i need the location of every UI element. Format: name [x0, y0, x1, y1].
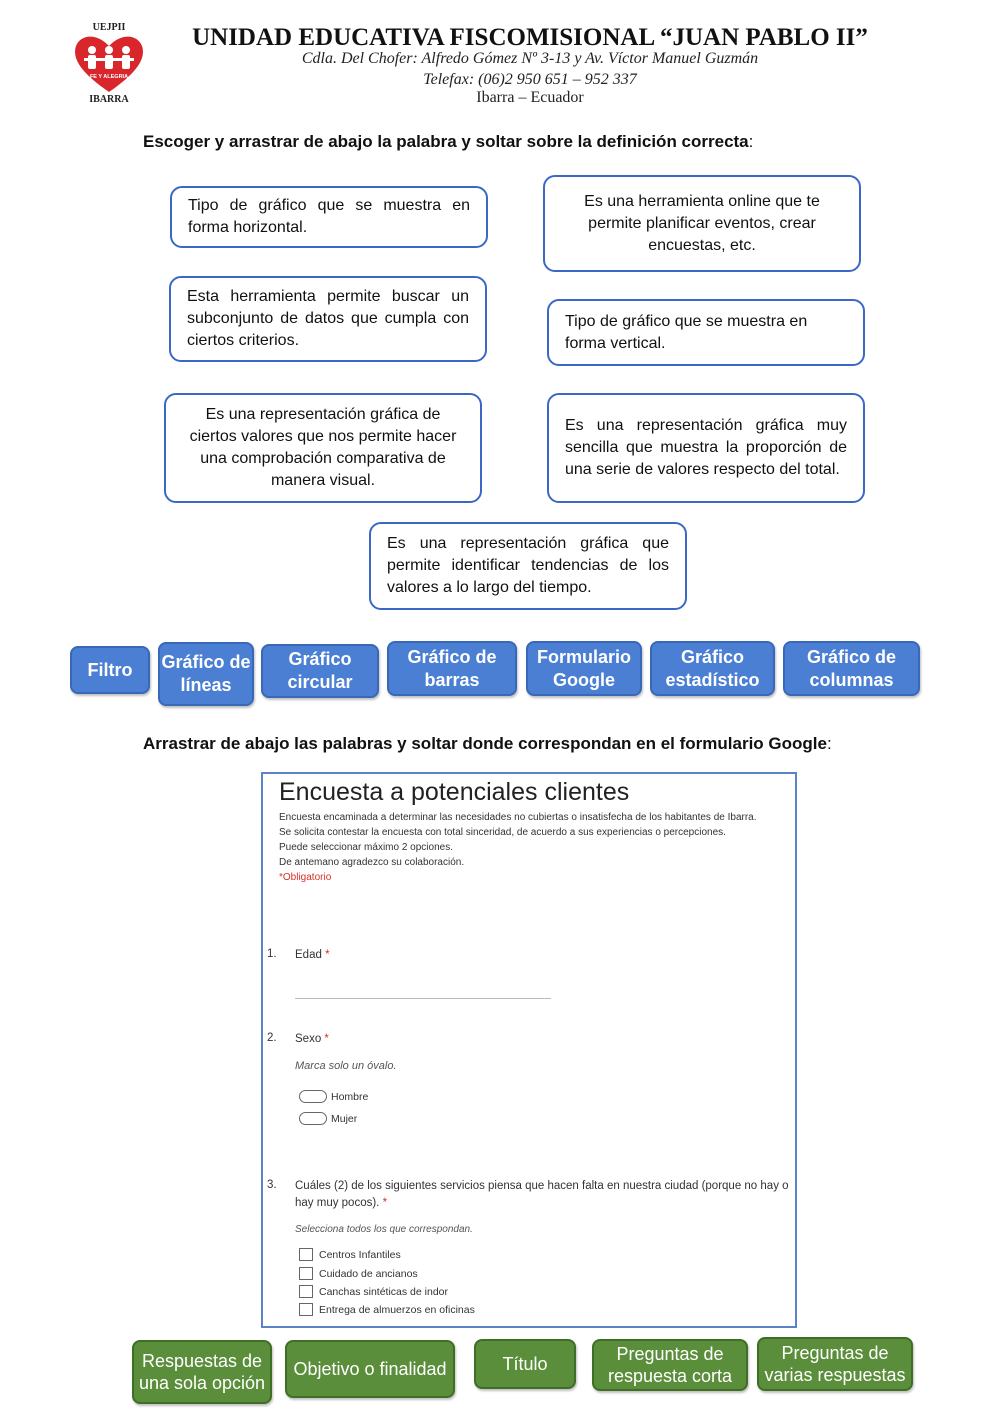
q2-number: 2.: [267, 1032, 277, 1044]
google-form-screenshot: [261, 772, 797, 1328]
logo-text-bottom: IBARRA: [89, 94, 129, 105]
definition-box[interactable]: Esta herramienta permite buscar un subconjunto de datos que cumpla con ciertos criterios.: [169, 276, 487, 362]
checkbox-icon: [299, 1248, 313, 1261]
word-grafico-de-columnas[interactable]: Gráfico de columnas: [783, 641, 920, 696]
word-titulo[interactable]: Título: [474, 1339, 576, 1389]
q3-hint: Selecciona todos los que correspondan.: [295, 1224, 473, 1235]
checkbox-option[interactable]: Cuidado de ancianos: [299, 1267, 418, 1280]
logo-text-mid: FE Y ALEGRIA: [89, 74, 129, 80]
checkbox-icon: [299, 1285, 313, 1298]
word-grafico-estadistico[interactable]: Gráfico estadístico: [650, 641, 775, 696]
school-title: UNIDAD EDUCATIVA FISCOMISIONAL “JUAN PABLO II”: [192, 24, 868, 51]
word-grafico-circular[interactable]: Gráfico circular: [261, 644, 379, 698]
q1-answer-line[interactable]: [295, 998, 551, 999]
children-icon: [84, 46, 134, 69]
form-title[interactable]: Encuesta a potenciales clientes: [279, 778, 630, 806]
word-grafico-de-lineas[interactable]: Gráfico de líneas: [158, 642, 254, 706]
word-preguntas-varias-respuestas[interactable]: Preguntas de varias respuestas: [757, 1337, 913, 1391]
oval-icon: [299, 1090, 327, 1103]
checkbox-option[interactable]: Entrega de almuerzos en oficinas: [299, 1303, 475, 1316]
word-preguntas-respuesta-corta[interactable]: Preguntas de respuesta corta: [592, 1339, 748, 1391]
word-formulario-google[interactable]: Formulario Google: [526, 641, 642, 696]
q1-number: 1.: [267, 948, 277, 960]
instruction-1: Escoger y arrastrar de abajo la palabra y soltar sobre la definición correcta:: [143, 132, 754, 151]
definition-box[interactable]: Es una representación gráfica de ciertos valores que nos permite hacer una comprobación comparativa de manera visual.: [164, 393, 482, 503]
word-filtro[interactable]: Filtro: [70, 646, 150, 694]
school-city: Ibarra – Ecuador: [476, 89, 584, 106]
checkbox-option[interactable]: Canchas sintéticas de indor: [299, 1285, 448, 1298]
definition-box[interactable]: Tipo de gráfico que se muestra en forma vertical.: [547, 299, 865, 366]
word-objetivo-finalidad[interactable]: Objetivo o finalidad: [285, 1340, 455, 1398]
logo-text-top: UEJPII: [92, 22, 126, 33]
school-phone: Telefax: (06)2 950 651 – 952 337: [423, 71, 637, 88]
oval-icon: [299, 1112, 327, 1125]
checkbox-icon: [299, 1303, 313, 1316]
instruction-2: Arrastrar de abajo las palabras y soltar donde correspondan en el formulario Google:: [143, 734, 832, 753]
q2-label[interactable]: Sexo *: [295, 1033, 329, 1045]
checkbox-option[interactable]: Centros Infantiles: [299, 1248, 401, 1261]
school-logo: [70, 20, 148, 106]
q3-label[interactable]: Cuáles (2) de los siguientes servicios piensa que hacen falta en nuestra ciudad (porque no hay o hay muy pocos). *: [295, 1180, 789, 1209]
q3-number: 3.: [267, 1179, 277, 1191]
definition-box[interactable]: Tipo de gráfico que se muestra en forma horizontal.: [170, 186, 488, 248]
definition-box[interactable]: Es una representación gráfica muy sencilla que muestra la proporción de una serie de valores respecto del total.: [547, 393, 865, 503]
definition-box[interactable]: Es una representación gráfica que permite identificar tendencias de los valores a lo largo del tiempo.: [369, 522, 687, 610]
radio-option[interactable]: Hombre: [299, 1090, 368, 1103]
definition-box[interactable]: Es una herramienta online que te permite planificar eventos, crear encuestas, etc.: [543, 175, 861, 272]
q1-label[interactable]: Edad *: [295, 949, 330, 961]
q2-hint: Marca solo un óvalo.: [295, 1060, 397, 1072]
radio-option[interactable]: Mujer: [299, 1112, 357, 1125]
word-grafico-de-barras[interactable]: Gráfico de barras: [387, 641, 517, 696]
checkbox-icon: [299, 1267, 313, 1280]
required-note: *Obligatorio: [279, 872, 332, 883]
school-address: Cdla. Del Chofer: Alfredo Gómez Nº 3-13 y Av. Víctor Manuel Guzmán: [301, 50, 759, 67]
form-description[interactable]: Encuesta encaminada a determinar las necesidades no cubiertas o insatisfecha de los habitantes de Ibarra. Se solicita contestar la encuesta con total sinceridad, de acuerdo a sus experiencias o percepciones. Puede seleccionar máximo 2 opciones. De antemano agradezco su colaboración. *Obligatorio: [279, 810, 779, 885]
word-respuestas-una-opcion[interactable]: Respuestas de una sola opción: [132, 1340, 272, 1404]
